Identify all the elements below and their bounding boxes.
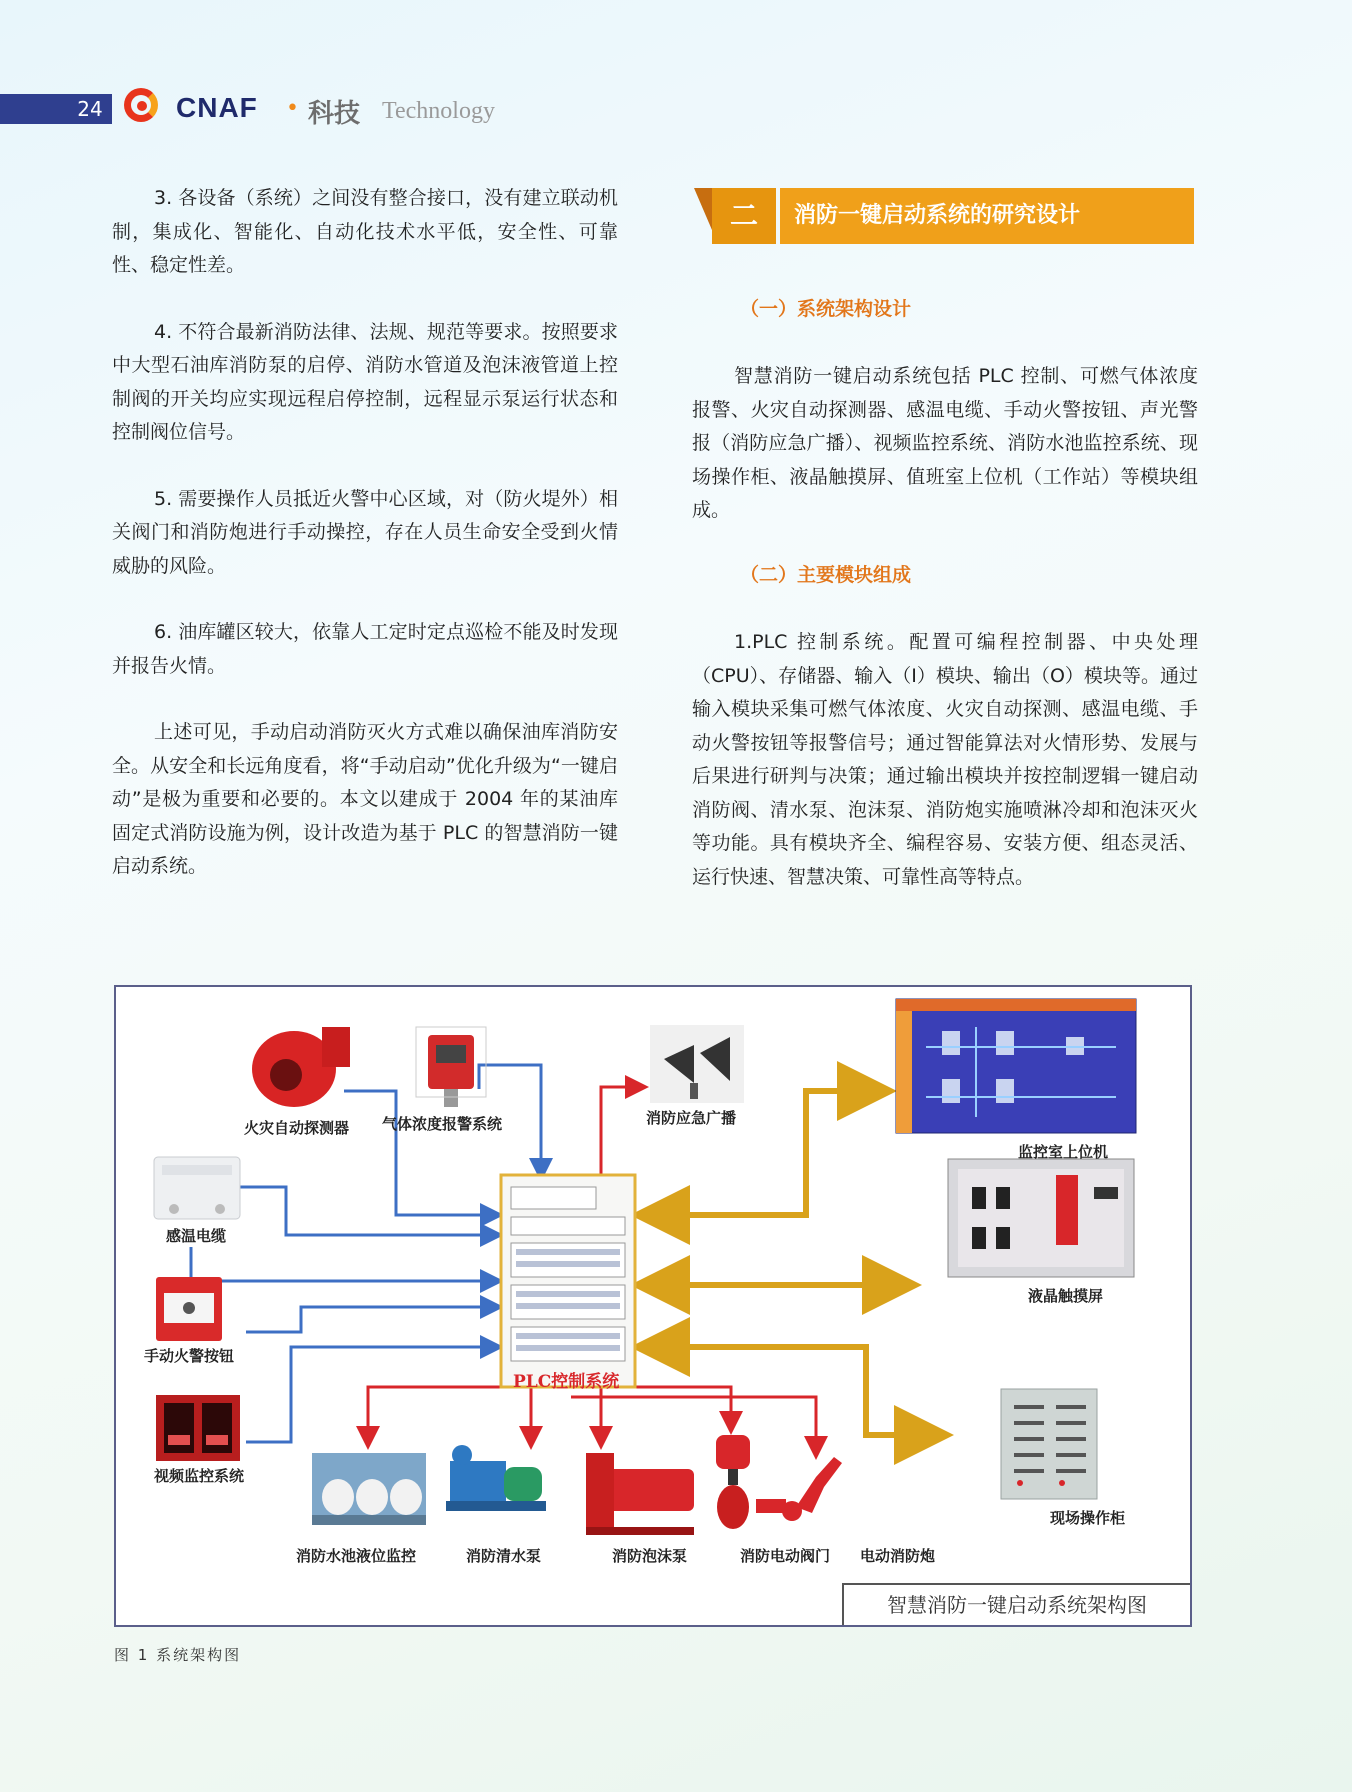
label-fire-detector: 火灾自动探测器: [244, 1119, 350, 1137]
electric-valve-icon: [716, 1435, 750, 1529]
label-clean-water-pump: 消防清水泵: [466, 1547, 542, 1565]
label-manual-alarm: 手动火警按钮: [144, 1347, 235, 1365]
touchscreen-icon: [948, 1159, 1134, 1277]
cnaf-logo-icon: [124, 88, 158, 122]
bidirectional-lines: [636, 1091, 948, 1435]
architecture-diagram: [116, 987, 1190, 1625]
subsection-heading-2: （二）主要模块组成: [740, 564, 912, 586]
heat-cable-icon: [154, 1157, 240, 1219]
gas-alarm-icon: [416, 1027, 486, 1107]
paragraph-item-6: 6. 油库罐区较大，依靠人工定时定点巡检不能及时发现并报告火情。: [112, 621, 618, 677]
figure-caption: 图 1 系统架构图: [114, 1646, 242, 1664]
figure-title: 智慧消防一键启动系统架构图: [842, 1583, 1190, 1625]
foam-pump-icon: [586, 1453, 694, 1535]
workstation-screen-icon: [896, 999, 1136, 1133]
fire-monitor-icon: [756, 1457, 842, 1521]
brand-separator: •: [286, 96, 299, 121]
plc-paragraph: 1.PLC 控制系统。配置可编程控制器、中央处理（CPU）、存储器、输入（I）模块、输出（O）模块等。通过输入模块采集可燃气体浓度、火灾自动探测、感温电缆、手动火警按钮等报警信号；通过智能算法对火情形势、发展与后果进行研判与决策；通过输出模块并按控制逻辑一键启动消防阀、清水泵、泡沫泵、消防炮实施喷淋冷却和泡沫灭火等功能。具有模块齐全、编程容易、安装方便、组态灵活、运行快速、智慧决策、可靠性高等特点。: [692, 631, 1198, 888]
label-foam-pump: 消防泡沫泵: [612, 1547, 688, 1565]
right-paragraph-2: [692, 626, 1198, 894]
brand-name: CNAF: [176, 92, 258, 123]
label-broadcast: 消防应急广播: [646, 1109, 737, 1127]
label-workstation: 监控室上位机: [1018, 1143, 1109, 1161]
plc-system-label: PLC控制系统: [513, 1372, 620, 1392]
section-number: 二: [712, 188, 776, 244]
video-monitor-icon: [156, 1395, 240, 1461]
label-gas-alarm: 气体浓度报警系统: [382, 1115, 503, 1133]
label-fire-monitor: 电动消防炮: [860, 1547, 936, 1565]
label-field-panel: 现场操作柜: [1050, 1509, 1126, 1527]
section-name-cn: 科技: [308, 99, 361, 129]
section-name-en: Technology: [382, 98, 495, 124]
left-column: [112, 182, 618, 884]
subsection-heading-1: （一）系统架构设计: [740, 298, 912, 320]
section-title: 消防一键启动系统的研究设计: [780, 188, 1194, 244]
fire-detector-icon: [252, 1027, 350, 1107]
label-water-tank: 消防水池液位监控: [296, 1547, 417, 1565]
broadcast-speaker-icon: [650, 1025, 744, 1103]
page-number: 24: [77, 97, 103, 121]
paragraph-summary: 上述可见，手动启动消防灭火方式难以确保油库消防安全。从安全和长远角度看，将“手动启动”优化升级为“一键启动”是极为重要和必要的。本文以建成于 2004 年的某油库固定式消防设施为例，设计改造为基于 PLC 的智慧消防一键启动系统。: [112, 721, 618, 877]
water-tank-icon: [312, 1453, 426, 1525]
architecture-paragraph: 智慧消防一键启动系统包括 PLC 控制、可燃气体浓度报警、火灾自动探测器、感温电缆、手动火警按钮、声光警报（消防应急广播）、视频监控系统、消防水池监控系统、现场操作柜、液晶触摸屏、值班室上位机（工作站）等模块组成。: [692, 365, 1198, 521]
clean-water-pump-icon: [446, 1445, 546, 1511]
manual-alarm-button-icon: [156, 1277, 222, 1341]
paragraph-item-4: 4. 不符合最新消防法律、法规、规范等要求。按照要求中大型石油库消防泵的启停、消防水管道及泡沫液管道上控制阀的开关均应实现远程启停控制，远程显示泵运行状态和控制阀位信号。: [112, 320, 618, 443]
right-paragraph-1: [692, 360, 1198, 528]
label-heat-cable: 感温电缆: [166, 1227, 227, 1245]
paragraph-item-3: 3. 各设备（系统）之间没有整合接口，没有建立联动机制，集成化、智能化、自动化技术水平低，安全性、可靠性、稳定性差。: [112, 187, 618, 276]
label-touchscreen: 液晶触摸屏: [1028, 1287, 1104, 1305]
system-architecture-figure: [114, 985, 1192, 1627]
field-panel-icon: [1001, 1389, 1097, 1499]
paragraph-item-5: 5. 需要操作人员抵近火警中心区域，对（防火堤外）相关阀门和消防炮进行手动操控，存在人员生命安全受到火情威胁的风险。: [112, 487, 618, 577]
label-electric-valve: 消防电动阀门: [740, 1547, 831, 1565]
label-video-monitor: 视频监控系统: [154, 1467, 245, 1485]
